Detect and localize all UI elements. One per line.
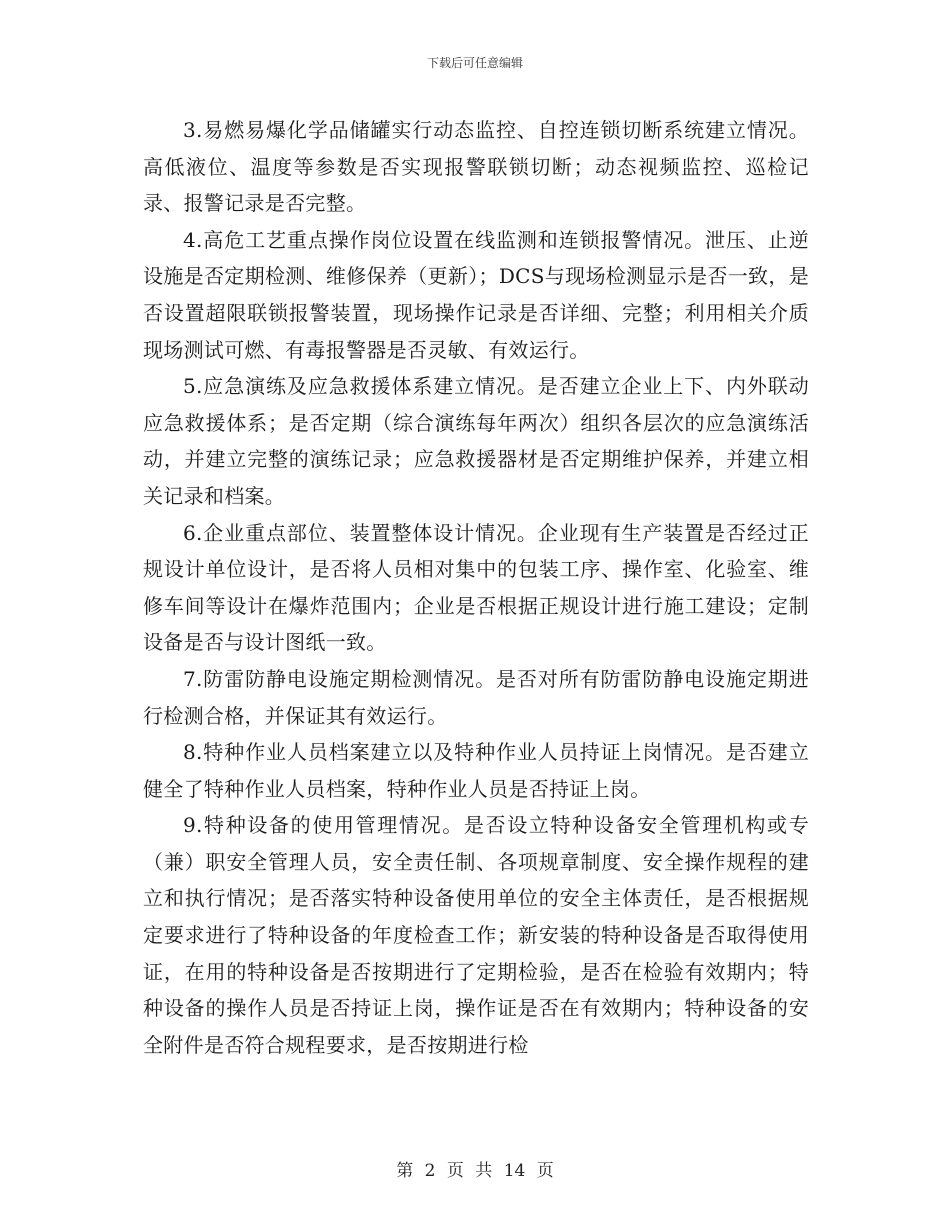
paragraph-item-9: 9.特种设备的使用管理情况。是否设立特种设备安全管理机构或专（兼）职安全管理人员，安全责任制、各项规章制度、安全操作规程的建立和执行情况；是否落实特种设备使用单位的安全主体责任，是否根据规定要求进行了特种设备的年度检查工作；新安装的特种设备是否取得使用证，在用的特种设备是否按期进行了定期检验，是否在检验有效期内；特种设备的操作人员是否持证上岗，操作证是否在有效期内；特种设备的安全附件是否符合规程要求，是否按期进行检 — [143, 813, 809, 1057]
paragraph-item-8: 8.特种作业人员档案建立以及特种作业人员持证上岗情况。是否建立健全了特种作业人员档案，特种作业人员是否持证上岗。 — [143, 740, 809, 801]
paragraph-item-7: 7.防雷防静电设施定期检测情况。是否对所有防雷防静电设施定期进行检测合格，并保证其有效运行。 — [143, 666, 809, 728]
paragraph-item-4: 4.高危工艺重点操作岗位设置在线监测和连锁报警情况。泄压、止逆设施是否定期检测、维修保养（更新）；DCS与现场检测显示是否一致，是否设置超限联锁报警装置，现场操作记录是否详细、完整；利用相关介质现场测试可燃、有毒报警器是否灵敏、有效运行。 — [143, 227, 809, 362]
page-number-footer: 第 2 页 共 14 页 — [396, 1161, 554, 1181]
paragraph-item-5: 5.应急演练及应急救援体系建立情况。是否建立企业上下、内外联动应急救援体系；是否定期（综合演练每年两次）组织各层次的应急演练活动，并建立完整的演练记录；应急救援器材是否定期维护保养，并建立相关记录和档案。 — [143, 374, 809, 508]
page-header: 下载后可任意编辑 — [426, 56, 523, 70]
paragraph-item-3: 3.易燃易爆化学品储罐实行动态监控、自控连锁切断系统建立情况。高低液位、温度等参数是否实现报警联锁切断；动态视频监控、巡检记录、报警记录是否完整。 — [143, 118, 809, 216]
paragraph-item-6: 6.企业重点部位、装置整体设计情况。企业现有生产装置是否经过正规设计单位设计，是否将人员相对集中的包装工序、操作室、化验室、维修车间等设计在爆炸范围内；企业是否根据正规设计进行施工建设；定制设备是否与设计图纸一致。 — [143, 520, 809, 655]
document-body — [143, 112, 809, 1063]
